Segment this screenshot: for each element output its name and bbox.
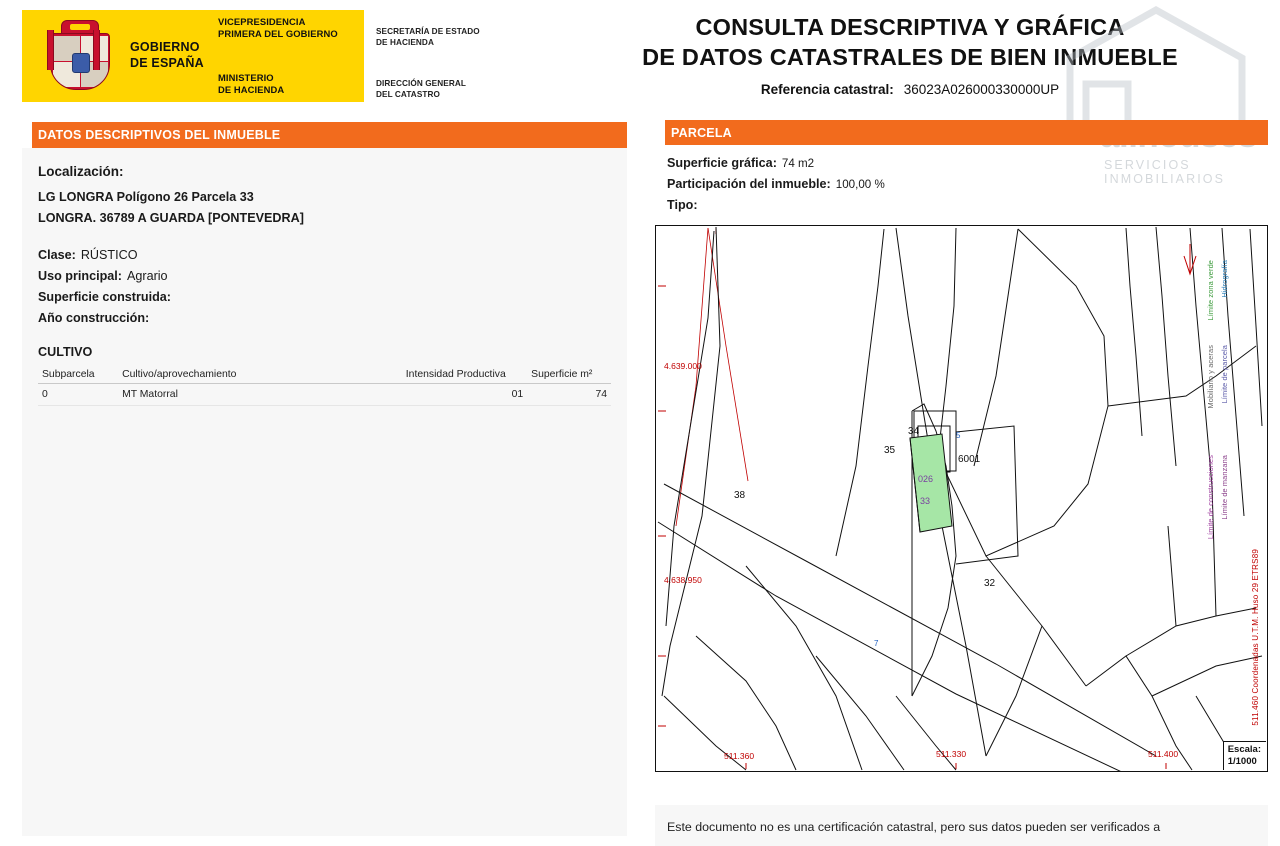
escala-label: Escala: [1227,744,1261,756]
map-legend [1193,240,1229,740]
field-anio-label: Año construcción: [38,311,150,325]
section-bar-datos-descriptivos [22,122,627,148]
watermark-tagline: SERVICIOS INMOBILIARIOS [1104,158,1226,186]
header-cultivo: Cultivo/aprovechamiento [118,366,402,384]
cell-intensidad: 01 [402,384,527,406]
gobierno-line1: GOBIERNO [130,40,200,55]
cell-superficie: 74 [527,384,611,406]
field-uso-value: Agrario [126,268,168,283]
field-participacion-label: Participación del inmueble: [667,176,831,191]
section-bar-parcela [655,120,1268,145]
header-intensidad: Intensidad Productiva [402,366,527,384]
svg-text:38: 38 [734,490,746,501]
legend-limite-construcciones: Límite de construcciones [1206,455,1215,540]
table-header-row [38,366,611,384]
legend-mobiliario-aceras: Mobiliario y aceras [1206,345,1215,409]
legend-limite-parcela: Límite de parcela [1220,345,1229,404]
header-subparcela: Subparcela [38,366,118,384]
field-superficie-label: Superficie construida: [38,289,171,304]
svg-text:6001: 6001 [958,454,981,465]
referencia-catastral [560,82,1260,97]
field-clase-label: Clase: [38,247,76,262]
field-superficie-grafica-label: Superficie gráfica: [667,156,777,170]
referencia-catastral-label: Referencia catastral: [760,82,894,98]
map-coordinate-system: 511.460 Coordenadas U.T.M. Huso 29 ETRS89 [1251,549,1260,726]
field-clase [38,245,611,266]
cultivo-title: CULTIVO [38,345,93,360]
svg-text:511.360: 511.360 [724,751,755,761]
localizacion-line-1: LG LONGRA Polígono 26 Parcela 33 [38,190,254,204]
document-title-area [560,12,1260,97]
spain-coat-of-arms-icon [44,20,114,92]
legend-limite-manzana: Límite de manzana [1220,455,1229,520]
gobierno-line2: DE ESPAÑA [130,56,204,70]
legend-hidrografia: Hidrografía [1220,260,1229,298]
field-participacion [667,174,1268,195]
svg-text:026: 026 [918,474,934,484]
localizacion-line-2: LONGRA. 36789 A GUARDA [PONTEVEDRA] [38,210,304,225]
field-participacion-value: 100,00 % [835,177,885,191]
localizacion-label: Localización: [38,164,124,179]
svg-text:511.330: 511.330 [936,749,967,759]
panel-parcela [655,145,1268,768]
field-superficie-construida [38,287,611,308]
svg-text:7: 7 [874,639,879,648]
escala-value: 1/1000 [1227,756,1257,768]
svg-text:32: 32 [984,578,996,589]
field-superficie-grafica [667,153,1268,174]
title-line-1: CONSULTA DESCRIPTIVA Y GRÁFICA [695,14,1125,40]
secretaria-estado-text: SECRETARÍA DE ESTADO DE HACIENDA [364,26,499,48]
title-line-2: DE DATOS CATASTRALES DE BIEN INMUEBLE [642,44,1178,71]
cell-cultivo: MT Matorral [118,384,402,406]
header-superficie: Superficie m² [527,366,611,384]
cadastral-map[interactable] [655,225,1268,772]
section-title-right: PARCELA [671,125,732,140]
vicepresidencia-text: VICEPRESIDENCIA PRIMERA DEL GOBIERNO [218,16,338,40]
map-drawing [656,226,1267,771]
gobierno-text [130,40,204,71]
legend-zona-verde: Límite zona verde [1206,260,1215,321]
svg-text:511.400: 511.400 [1148,749,1179,759]
panel-datos-descriptivos [22,148,627,836]
cell-subparcela: 0 [38,384,118,406]
table-row [38,384,611,406]
field-uso-principal [38,266,611,287]
svg-text:34: 34 [908,426,920,437]
svg-text:4.639.000: 4.639.000 [664,361,702,371]
footer-disclaimer: Este documento no es una certificación catastral, pero sus datos pueden ser verificados a [655,805,1268,846]
field-superficie-grafica-value: 74 m2 [781,157,815,170]
ministerio-text: MINISTERIO DE HACIENDA [218,72,285,96]
svg-text:4.638.950: 4.638.950 [664,575,702,585]
direccion-general-text: DIRECCIÓN GENERAL DEL CATASTRO [364,78,499,100]
field-clase-value: RÚSTICO [80,247,138,262]
referencia-catastral-value: 36023A026000330000UP [903,82,1060,98]
svg-text:35: 35 [884,445,896,456]
field-tipo [667,195,1268,216]
section-title-left: DATOS DESCRIPTIVOS DEL INMUEBLE [38,128,281,142]
field-uso-label: Uso principal: [38,268,122,283]
svg-text:33: 33 [920,496,931,506]
ministry-white-block [364,10,499,102]
map-scale [1223,741,1266,770]
field-anio-construccion [38,308,611,329]
cultivo-table [38,366,611,406]
field-tipo-label: Tipo: [667,197,698,212]
parcela-fields [655,145,1268,215]
svg-text:5: 5 [956,431,961,440]
